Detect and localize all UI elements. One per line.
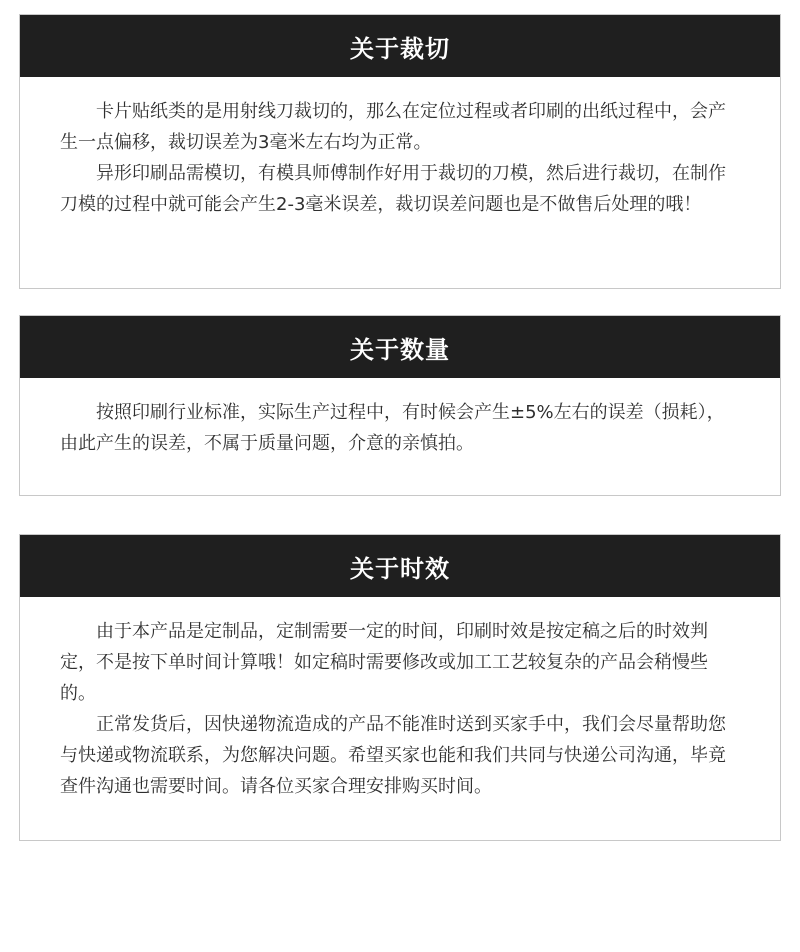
quantity-section-title: 关于数量 (20, 316, 780, 378)
timeliness-paragraph-1: 由于本产品是定制品，定制需要一定的时间，印刷时效是按定稿之后的时效判定，不是按下单时间计算哦！如定稿时需要修改或加工工艺较复杂的产品会稍慢些的。 (60, 621, 708, 704)
quantity-section (19, 315, 781, 496)
cutting-section-title: 关于裁切 (20, 15, 780, 77)
timeliness-section-body (20, 597, 780, 802)
timeliness-section (19, 534, 781, 841)
quantity-section-body (20, 378, 780, 459)
cutting-paragraph-2: 异形印刷品需模切，有模具师傅制作好用于裁切的刀模，然后进行裁切，在制作刀模的过程中就可能会产生2-3毫米误差，裁切误差问题也是不做售后处理的哦！ (60, 163, 726, 215)
timeliness-paragraph-2: 正常发货后，因快递物流造成的产品不能准时送到买家手中，我们会尽量帮助您与快递或物流联系，为您解决问题。希望买家也能和我们共同与快递公司沟通，毕竟查件沟通也需要时间。请各位买家合理安排购买时间。 (60, 714, 726, 797)
cutting-paragraph-1: 卡片贴纸类的是用射线刀裁切的，那么在定位过程或者印刷的出纸过程中，会产生一点偏移，裁切误差为3毫米左右均为正常。 (60, 101, 726, 153)
cutting-section-body (20, 77, 780, 220)
timeliness-section-title: 关于时效 (20, 535, 780, 597)
cutting-section (19, 14, 781, 289)
quantity-paragraph-1: 按照印刷行业标准，实际生产过程中，有时候会产生±5%左右的误差（损耗），由此产生的误差，不属于质量问题，介意的亲慎拍。 (60, 402, 725, 454)
